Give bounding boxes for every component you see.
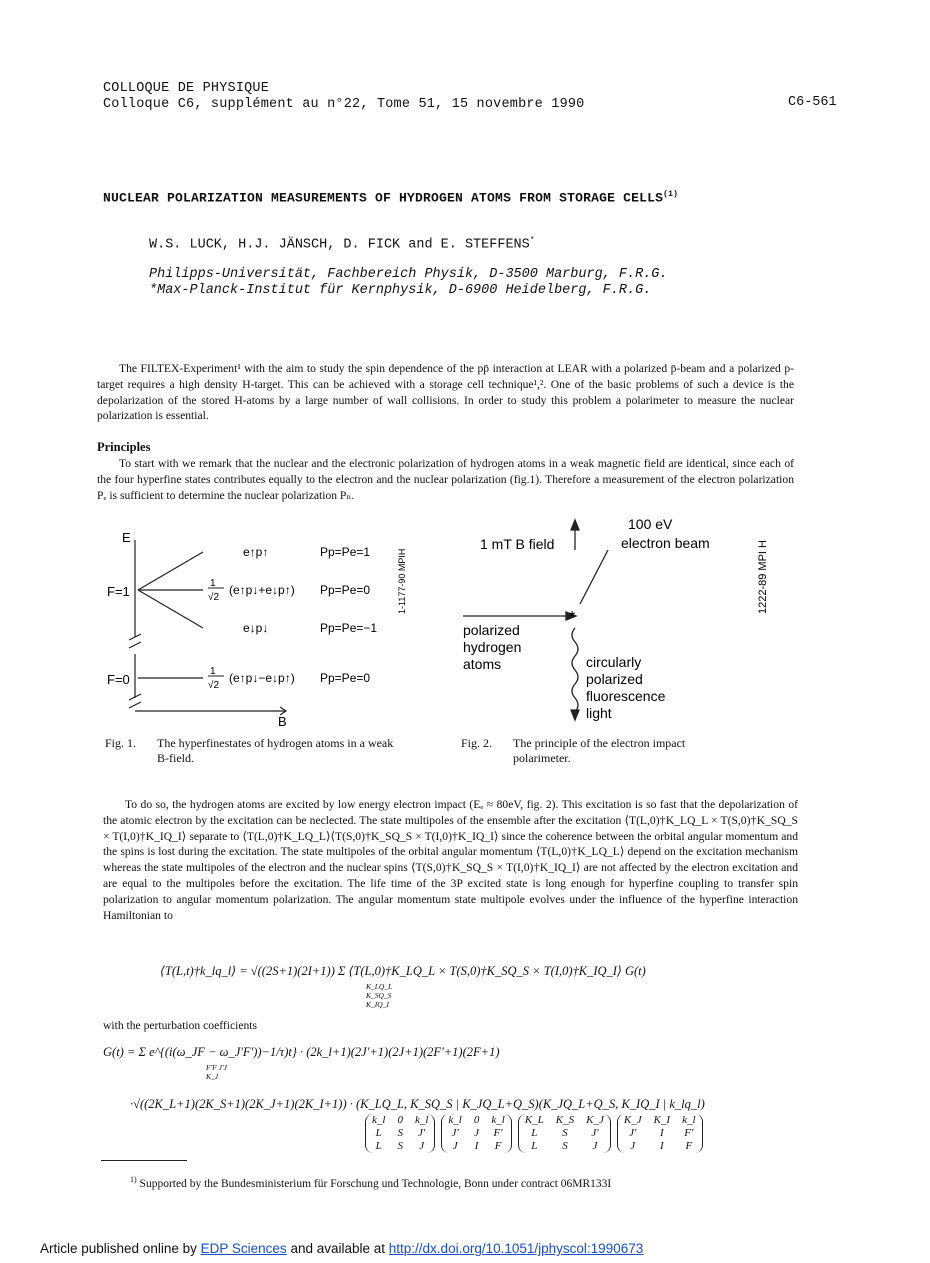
m1-cell: L: [375, 1140, 382, 1152]
authors-mark: *: [529, 236, 535, 245]
fig1-frac-num-1: 1: [210, 578, 216, 589]
abstract: [97, 361, 794, 424]
m4-cell: K_I: [653, 1114, 671, 1126]
footnote-mark: 1): [130, 1175, 137, 1184]
fig2-diagram: [460, 512, 790, 727]
fig1-pol-2: Pp=Pe=0: [320, 583, 371, 597]
m4-cell: I: [660, 1140, 664, 1152]
m1-cell: S: [397, 1127, 403, 1139]
fig1-code: 1-1177-90 MPIH: [397, 548, 407, 614]
m2-cell: F: [494, 1140, 502, 1152]
fig2-atoms-2: hydrogen: [463, 639, 522, 655]
m2-cell: k_l: [491, 1114, 505, 1126]
wigner-symbol-3: [518, 1114, 611, 1153]
fig1-line-up: [138, 552, 203, 590]
journal-name: COLLOQUE DE PHYSIQUE: [103, 81, 270, 96]
fig1-line-down: [138, 590, 203, 628]
authors: [149, 236, 535, 253]
fig1-state-4: (e↑p↓−e↓p↑): [229, 671, 295, 685]
fig2-atoms-1: polarized: [463, 622, 520, 638]
fig1-frac-num-2: 1: [210, 666, 216, 677]
fig2-field-label: 1 mT B field: [480, 536, 555, 552]
equation-1-text: ⟨T(L,t)†k_lq_l⟩ = √((2S+1)(2I+1)) Σ ⟨T(L,0)†K_LQ_L × T(S,0)†K_SQ_S × T(I,0)†K_IQ_I⟩ G(t): [160, 964, 646, 978]
fig1-pol-3: Pp=Pe=−1: [320, 621, 378, 635]
fig1-f0-label: F=0: [107, 672, 130, 687]
affiliation-1: Philipps-Universität, Fachbereich Physik, D-3500 Marburg, F.R.G.: [149, 267, 668, 282]
m3-cell: K_L: [524, 1114, 544, 1126]
fig2-caption: [461, 736, 751, 766]
fig1-diagram: [98, 522, 428, 734]
equation-2-sum-index: F'F J'J K_J: [206, 1063, 227, 1081]
fig2-caption-text: The principle of the electron impact polarimeter.: [513, 736, 686, 765]
m2-cell: J: [452, 1140, 458, 1152]
m4-cell: F: [685, 1140, 693, 1152]
m1-cell: k_l: [414, 1114, 429, 1126]
m1-cell: 0: [397, 1114, 403, 1126]
fig1-axis-b: B: [278, 714, 287, 729]
fig2-code: 1222-89 MPI H: [757, 540, 769, 614]
fig1-axis-e: E: [122, 530, 131, 545]
equation-2-text: G(t) = Σ e^{(i(ω_JF − ω_J'F'))−1/τ)t} · (2k_l+1)(2J'+1)(2J+1)(2F'+1)(2F+1): [103, 1045, 500, 1059]
fig2-beam-line: [580, 550, 608, 604]
body-text: To do so, the hydrogen atoms are excited by low energy electron impact (Eₑ ≈ 80eV, fig. 2). This excitation is so fast that the depolarization of the atomic electron by the excitation can be neclected. The state multipoles of the ensemble after the excitation ⟨T(L,0)†K_LQ_L × T(S,0)†K_SQ_S × T(I,0)†K_IQ_I⟩ separate to ⟨T(L,0)†K_LQ_L⟩⟨T(S,0)†K_SQ_S × T(I,0)†K_IQ_I⟩ since the coherence between the orbital angular momentum and the spins is lost during the excitation. The state multipoles of the orbital angular momentum ⟨T(L,0)†K_LQ_L⟩ depend on the excitation mechanism whereas the state multipoles of the electron and the nuclear spins ⟨T(S,0)†K_SQ_S × T(I,0)†K_IQ_I⟩ are not affected by the electron excitation and are equal to the multipoles before the excitation. The life time of the 3P excited state is long enough for hyperfine coupling to transfer spin polarization to angular momentum polarization. The angular momentum state multipole evolves under the influence of the hyperfine interaction Hamiltonian to: [103, 798, 798, 922]
fig1-pol-4: Pp=Pe=0: [320, 671, 371, 685]
equation-2: [103, 1045, 793, 1060]
wigner-symbol-1: [365, 1114, 435, 1153]
m2-cell: 0: [473, 1114, 480, 1126]
fig2-light-2: polarized: [586, 671, 643, 687]
fig2-beam-energy: 100 eV: [628, 516, 673, 532]
paper-title: [103, 190, 678, 205]
fig1-caption-label: Fig. 1.: [105, 736, 137, 750]
m3-cell: L: [531, 1127, 538, 1139]
footer-prefix: Article published online by: [40, 1241, 197, 1256]
equation-intro: with the perturbation coefficients: [103, 1019, 257, 1032]
body-paragraph: [103, 797, 798, 923]
m2-cell: F': [493, 1127, 503, 1139]
m1-cell: J': [418, 1127, 426, 1139]
fig1-state-3: e↓p↓: [243, 621, 269, 635]
equation-1-sum-index: K_LQ_L K_SQ_S K_IQ_I: [366, 982, 393, 1009]
m4-cell: J: [630, 1140, 636, 1152]
fig2-light-wave: [572, 628, 578, 712]
fig2-light-4: light: [586, 705, 612, 721]
m3-cell: J': [591, 1127, 599, 1139]
m4-cell: K_J: [623, 1114, 642, 1126]
title-footnote-mark: (1): [663, 190, 679, 199]
wigner-symbols: [365, 1114, 703, 1153]
principles-text: To start with we remark that the nuclear and the electronic polarization of hydrogen atoms in a weak magnetic field are identical, since each of the four hyperfine states contributes equally to the electron and the nuclear polarization (fig.1). Therefore a measurement of the electron polarization Pₑ is sufficient to determine the nuclear polarization Pₙ.: [97, 457, 794, 502]
equation-1: [160, 963, 800, 979]
footer-middle: and available at: [290, 1241, 386, 1256]
m2-cell: J: [474, 1127, 480, 1139]
abstract-text: The FILTEX-Experiment¹ with the aim to study the spin dependence of the pp̄ interaction at LEAR with a polarized p̄-beam and a polarized p-target requires a high density H-target. This can be achieved with a storage cell technique¹,². One of the basic problems of such a device is the depolarization of the stored H-atoms by a large number of wall collisions. In order to study this problem a polarimeter to measure the nuclear polarization is essential.: [97, 362, 794, 423]
fig1-frac-den-1: √2: [208, 592, 220, 603]
fig2-caption-label: Fig. 2.: [461, 736, 493, 750]
footnote-text: Supported by the Bundesministerium für Forschung und Technologie, Bonn under contract 06MR133I: [139, 1177, 612, 1190]
fig1-caption-text: The hyperfinestates of hydrogen atoms in a weak B-field.: [157, 736, 394, 765]
fig1-caption: [105, 736, 405, 766]
fig2-star: *: [569, 609, 576, 626]
m4-cell: I: [660, 1127, 664, 1139]
fig1-state-1: e↑p↑: [243, 545, 269, 559]
m4-cell: F': [684, 1127, 694, 1139]
footnote-rule: [101, 1160, 187, 1161]
m4-cell: J': [629, 1127, 637, 1139]
title-text: NUCLEAR POLARIZATION MEASUREMENTS OF HYDROGEN ATOMS FROM STORAGE CELLS: [103, 190, 664, 206]
fig2-beam-label: electron beam: [621, 535, 710, 551]
principles-paragraph: [97, 456, 794, 503]
m3-cell: K_S: [555, 1114, 575, 1126]
m3-cell: L: [531, 1140, 538, 1152]
issue-line: Colloque C6, supplément au n°22, Tome 51, 15 novembre 1990: [103, 97, 585, 112]
fig1-pol-1: Pp=Pe=1: [320, 545, 371, 559]
m1-cell: L: [375, 1127, 382, 1139]
publication-footer: [40, 1241, 643, 1256]
authors-text: W.S. LUCK, H.J. JÄNSCH, D. FICK and E. STEFFENS: [149, 237, 530, 253]
fig1-f1-label: F=1: [107, 584, 130, 599]
m1-cell: J: [419, 1140, 425, 1152]
m1-cell: k_l: [372, 1114, 386, 1126]
m3-cell: S: [562, 1127, 568, 1139]
m2-cell: I: [474, 1140, 479, 1152]
m2-cell: k_l: [448, 1114, 462, 1126]
m1-cell: S: [397, 1140, 403, 1152]
m4-cell: k_l: [682, 1114, 696, 1126]
section-title: Principles: [97, 440, 151, 454]
m3-cell: J: [592, 1140, 598, 1152]
equation-3-text: ·√((2K_L+1)(2K_S+1)(2K_J+1)(2K_I+1)) · (K_LQ_L, K_SQ_S | K_JQ_L+Q_S)(K_JQ_L+Q_S, K_IQ_I | k_lq_l): [130, 1097, 705, 1111]
fig1-frac-den-2: √2: [208, 680, 220, 691]
page-number: C6-561: [788, 95, 837, 110]
m3-cell: K_J: [586, 1114, 604, 1126]
wigner-symbol-2: [441, 1114, 511, 1153]
publisher-link[interactable]: EDP Sciences: [200, 1241, 287, 1256]
m2-cell: J': [451, 1127, 459, 1139]
footnote: [130, 1175, 611, 1190]
equation-3: [130, 1097, 800, 1112]
fig2-light-3: fluorescence: [586, 688, 666, 704]
fig1-state-2: (e↑p↓+e↓p↑): [229, 583, 295, 597]
wigner-symbol-4: [617, 1114, 703, 1153]
doi-link[interactable]: http://dx.doi.org/10.1051/jphyscol:1990673: [388, 1241, 644, 1256]
fig2-atoms-3: atoms: [463, 656, 502, 672]
affiliation-2: *Max-Planck-Institut für Kernphysik, D-6900 Heidelberg, F.R.G.: [149, 283, 652, 298]
fig2-light-1: circularly: [586, 654, 642, 670]
m3-cell: S: [562, 1140, 568, 1152]
